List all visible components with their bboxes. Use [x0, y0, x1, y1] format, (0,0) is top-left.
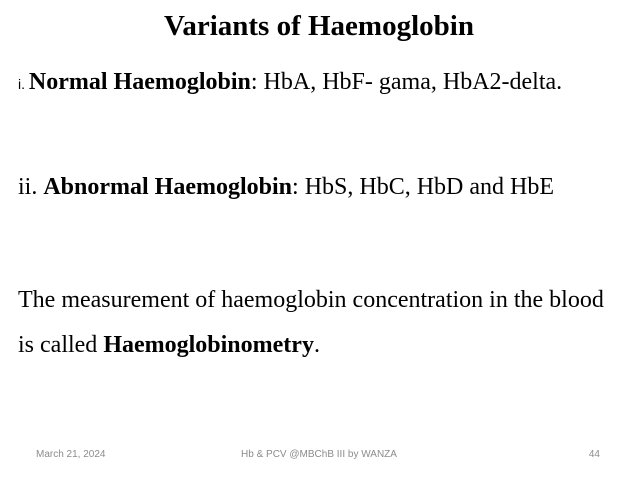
point-text: : HbA, HbF- gama, HbA2-delta.: [250, 69, 563, 95]
point-heading: Abnormal Haemoglobin: [43, 174, 293, 200]
abnormal-haemoglobin-point: [18, 165, 614, 210]
paragraph-text: The measurement of haemoglobin concentration in the blood is called: [18, 287, 604, 358]
footer-date: March 21, 2024: [36, 449, 106, 460]
paragraph-term: Haemoglobinometry: [103, 332, 314, 358]
point-number: i.: [18, 76, 29, 92]
footer-center-text: Hb & PCV @MBChB III by WANZA: [241, 449, 397, 460]
point-number: ii.: [18, 174, 44, 200]
paragraph-end: .: [313, 332, 320, 358]
point-heading: Normal Haemoglobin: [28, 69, 251, 95]
haemoglobinometry-paragraph: [18, 278, 614, 368]
page-number: 44: [588, 449, 600, 460]
point-text: : HbS, HbC, HbD and HbE: [292, 174, 555, 200]
normal-haemoglobin-point: [18, 60, 614, 107]
slide-title: Variants of Haemoglobin: [164, 10, 474, 42]
